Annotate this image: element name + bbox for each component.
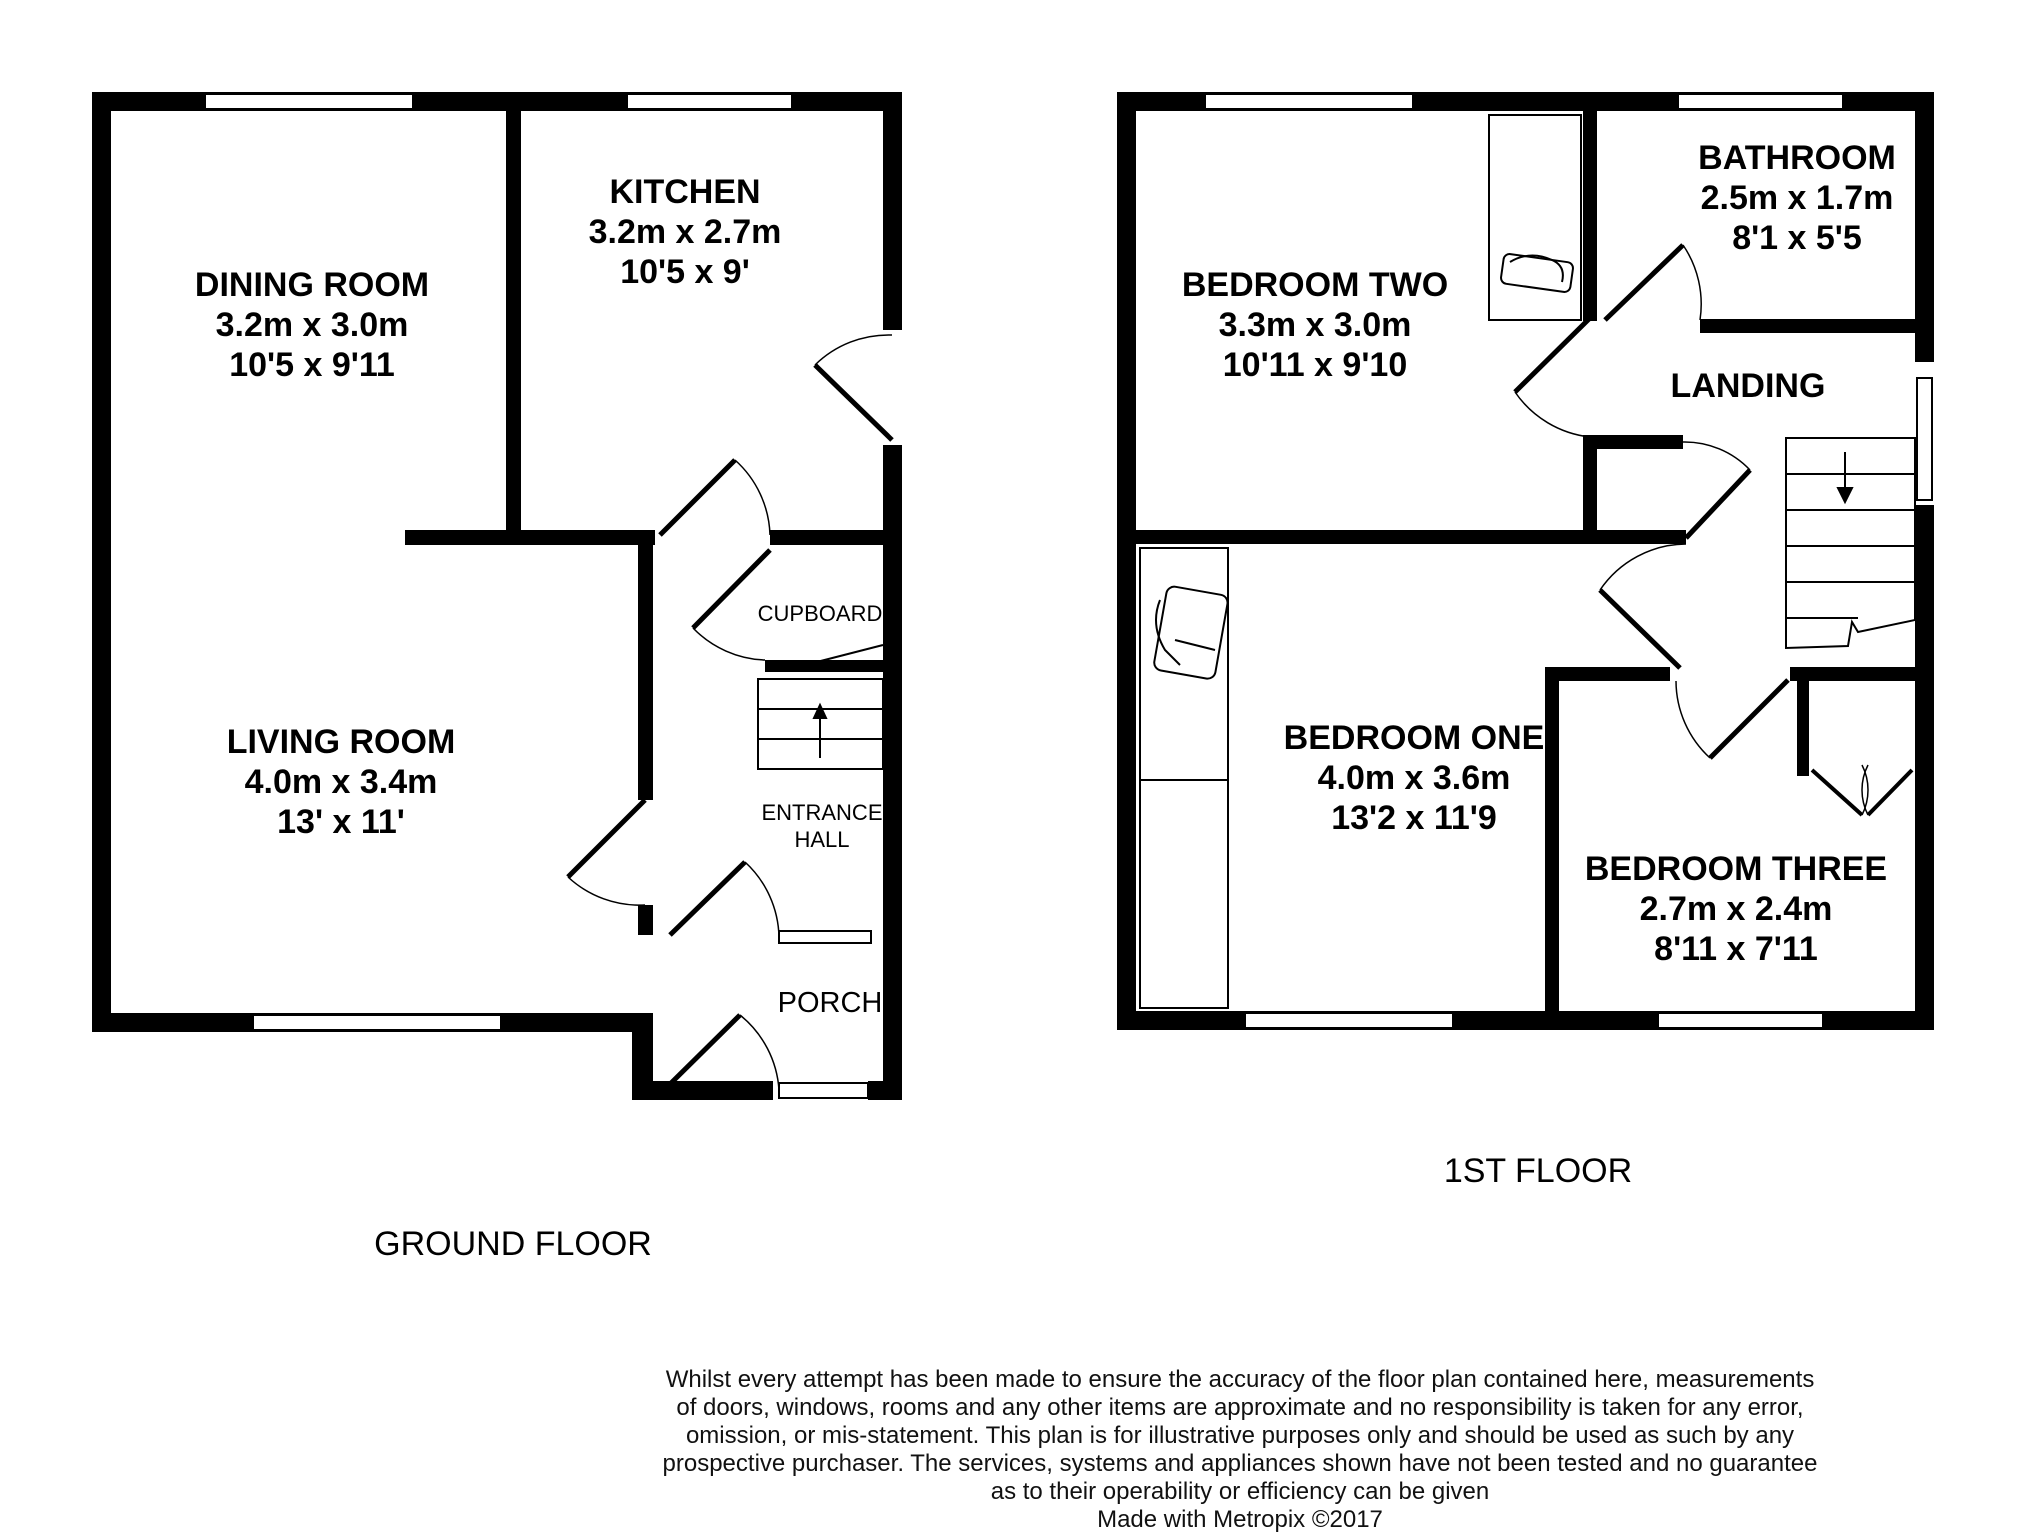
bed2-door-leaf	[1515, 318, 1590, 392]
dining-living-wall	[405, 530, 655, 545]
living-hall-wall-upper	[638, 530, 653, 800]
bedroom-one-metric: 4.0m x 3.6m	[1317, 759, 1511, 797]
entrance-hall-label-line1: ENTRANCE	[761, 800, 883, 825]
bed1-hanger-icon	[1153, 585, 1229, 679]
landing-window	[1917, 378, 1932, 500]
bed3-cupboard-door-right-leaf	[1868, 770, 1912, 815]
dining-kitchen-wall	[506, 111, 521, 533]
bed3-window	[1658, 1013, 1823, 1028]
landing-name: LANDING	[1670, 367, 1826, 405]
bed2-bath-wall	[1583, 111, 1597, 321]
bed1-window	[1245, 1013, 1453, 1028]
front-door-swing	[740, 1015, 779, 1090]
stairs-outline	[1786, 438, 1915, 648]
living-room-name: LIVING ROOM	[226, 723, 456, 761]
bed1-door-swing	[1600, 544, 1686, 590]
bedroom-two-metric: 3.3m x 3.0m	[1218, 306, 1412, 344]
disclaimer-line: Whilst every attempt has been made to ensure the accuracy of the floor plan contained here, measurements	[665, 1366, 1815, 1393]
kitchen-imperial: 10'5 x 9'	[620, 253, 750, 291]
bathroom-door-swing	[1683, 245, 1701, 320]
porch-label: PORCH	[777, 987, 883, 1019]
bed2-bed1-wall	[1136, 530, 1686, 544]
landing-cupboard-door-swing	[1683, 442, 1750, 470]
cupboard-door-swing	[693, 628, 765, 660]
bed3-door-leaf	[1710, 680, 1788, 758]
disclaimer-line: as to their operability or efficiency can be given	[990, 1478, 1490, 1505]
landing-cupboard-wall	[1583, 435, 1597, 535]
living-room-imperial: 13' x 11'	[277, 803, 405, 841]
bathroom-metric: 2.5m x 1.7m	[1700, 179, 1894, 217]
bed3-cupboard-door-left-leaf	[1812, 770, 1862, 815]
first-stairs	[1786, 438, 1915, 648]
bed3-cupboard-swing-right	[1862, 765, 1868, 815]
ground-floor-label: GROUND FLOOR	[374, 1225, 652, 1263]
living-window	[253, 1015, 501, 1030]
living-room-metric: 4.0m x 3.4m	[244, 763, 438, 801]
bathroom-door-leaf	[1605, 245, 1683, 320]
dining-room-imperial: 10'5 x 9'11	[229, 346, 395, 384]
cupboard-top-wall	[770, 530, 883, 545]
disclaimer-line: of doors, windows, rooms and any other items are approximate and no responsibility is taken for any error,	[676, 1394, 1804, 1421]
entrance-hall-label-line2: HALL	[794, 827, 850, 852]
porch-inner-window	[779, 931, 871, 943]
bed3-top-wall-right	[1790, 667, 1915, 681]
bathroom-window	[1678, 94, 1843, 109]
bed3-door-swing	[1676, 681, 1710, 758]
porch-inner-door-leaf	[670, 862, 745, 935]
living-door-swing	[568, 877, 645, 905]
bathroom-name: BATHROOM	[1698, 139, 1896, 177]
bed1-door-leaf	[1600, 590, 1680, 668]
ground-right-wall-lower	[883, 445, 902, 1100]
first-right-wall-lower	[1915, 505, 1934, 1030]
living-hall-wall-lower	[638, 905, 653, 935]
kitchen-right-wall-upper	[883, 92, 902, 330]
front-door-leaf	[664, 1015, 740, 1090]
ground-left-wall	[92, 92, 111, 1032]
metropix-credit: Made with Metropix ©2017	[1097, 1506, 1383, 1533]
first-right-wall-upper	[1915, 92, 1934, 362]
kitchen-back-door-leaf	[815, 365, 892, 440]
first-left-wall	[1117, 92, 1136, 1030]
disclaimer	[590, 1366, 1890, 1534]
bedroom-one-imperial: 13'2 x 11'9	[1331, 799, 1497, 837]
bathroom-bottom-wall	[1700, 319, 1915, 333]
kitchen-metric: 3.2m x 2.7m	[588, 213, 782, 251]
dining-room-metric: 3.2m x 3.0m	[215, 306, 409, 344]
bedroom-one-name: BEDROOM ONE	[1283, 719, 1545, 757]
kitchen-name: KITCHEN	[609, 173, 761, 211]
dining-window	[205, 94, 413, 109]
bedroom-three-name: BEDROOM THREE	[1584, 850, 1888, 888]
bed2-door-swing	[1515, 392, 1590, 437]
dining-room-name: DINING ROOM	[194, 266, 430, 304]
first-wardrobes	[1140, 115, 1581, 1008]
first-floor-label: 1ST FLOOR	[1443, 1152, 1633, 1190]
bed2-window	[1205, 94, 1413, 109]
disclaimer-line: omission, or mis-statement. This plan is for illustrative purposes only and should be used as such by any	[685, 1422, 1795, 1449]
cupboard-label: CUPBOARD	[757, 601, 883, 626]
porch-inner-door-swing	[745, 862, 779, 937]
living-door-leaf	[568, 800, 645, 877]
kitchen-back-door-swing	[815, 335, 892, 365]
landing-cupboard-door-leaf	[1686, 470, 1750, 538]
bedroom-three-imperial: 8'11 x 7'11	[1654, 930, 1818, 968]
hall-kitchen-door-swing	[735, 460, 770, 535]
bedroom-two-name: BEDROOM TWO	[1181, 266, 1449, 304]
cupboard-bottom-wall	[765, 660, 883, 672]
kitchen-window	[627, 94, 792, 109]
bedroom-two-imperial: 10'11 x 9'10	[1222, 346, 1408, 384]
bedroom-three-metric: 2.7m x 2.4m	[1639, 890, 1833, 928]
bed1-bed3-wall	[1545, 667, 1559, 1011]
disclaimer-line: prospective purchaser. The services, systems and appliances shown have not been tested and no guarantee	[662, 1450, 1818, 1477]
porch-left-wall	[632, 1013, 653, 1100]
bathroom-imperial: 8'1 x 5'5	[1732, 219, 1862, 257]
hall-kitchen-door-leaf	[660, 460, 735, 535]
bed3-top-wall-left	[1545, 667, 1670, 681]
porch-front-window	[779, 1083, 868, 1098]
landing-cupboard-top	[1583, 435, 1683, 449]
bed3-cupboard-wall	[1797, 681, 1809, 776]
porch-bottom-wall-right	[868, 1081, 902, 1100]
